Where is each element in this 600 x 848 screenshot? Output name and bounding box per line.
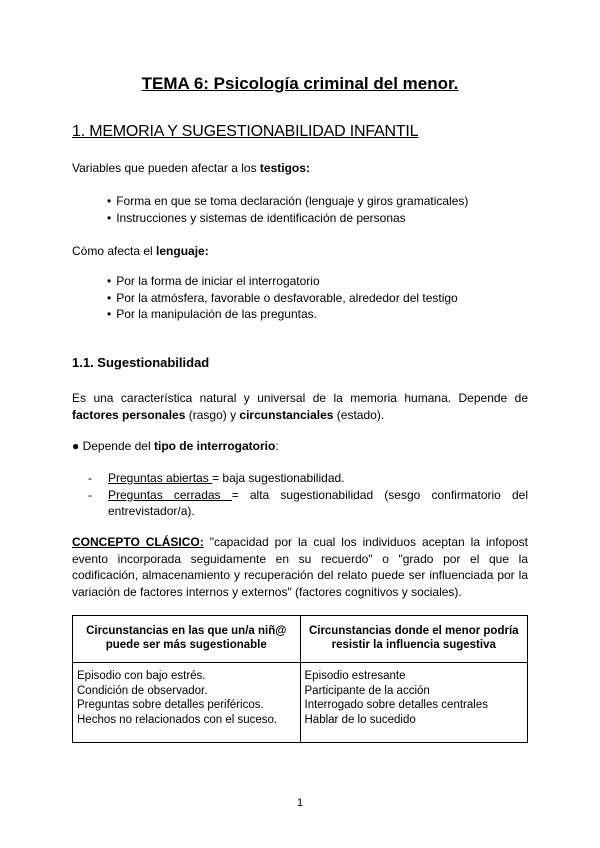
cell-line: Preguntas sobre detalles periféricos.: [77, 699, 264, 711]
table-header-cell: Circunstancias en las que un/a niñ@ puede ser más sugestionable: [73, 616, 301, 663]
variables-intro-bold: testigos:: [259, 161, 310, 175]
table-cell: [73, 663, 301, 743]
cell-line: Episodio con bajo estrés.: [77, 670, 206, 682]
list-item: • Por la forma de iniciar el interrogatorio: [107, 273, 458, 290]
sugestionabilidad-paragraph: [72, 390, 528, 423]
preguntas-list: [88, 470, 528, 520]
page-number: 1: [296, 797, 304, 809]
lenguaje-intro-bold: lenguaje:: [156, 244, 209, 258]
variables-intro: [72, 160, 310, 177]
cell-line: Condición de observador.: [77, 684, 208, 697]
paragraph-bold: circunstanciales: [239, 407, 334, 422]
concepto-label: CONCEPTO CLÁSICO:: [72, 535, 204, 549]
list-item: [88, 470, 528, 487]
section-heading-sugestionabilidad: 1.1. Sugestionabilidad: [72, 355, 210, 370]
table-header-row: [73, 616, 528, 663]
cell-line: Participante de la acción: [304, 684, 430, 697]
cell-line: Episodio estresante: [304, 670, 406, 682]
section-heading-memoria: 1. MEMORIA Y SUGESTIONABILIDAD INFANTIL: [72, 123, 419, 140]
table-row: [73, 663, 528, 743]
depende-text: :: [275, 439, 279, 453]
cell-line: Hablar de lo sucedido: [304, 713, 416, 726]
depende-line: [72, 438, 279, 455]
cell-line: Hechos no relacionados con el suceso.: [77, 713, 278, 726]
list-item: • Por la manipulación de las preguntas.: [107, 306, 458, 323]
list-item-label: Preguntas abiertas: [108, 471, 213, 485]
variables-intro-text: Variables que pueden afectar a los: [72, 161, 260, 175]
list-item: • Por la atmósfera, favorable o desfavorable, alrededor del testigo: [107, 290, 458, 307]
list-item-text: = baja sugestionabilidad.: [212, 471, 345, 485]
paragraph-text: Es una característica natural y universal de la memoria humana. Depende de: [72, 391, 528, 405]
list-item-label: Preguntas cerradas: [108, 487, 232, 502]
table-cell: [300, 663, 528, 743]
variables-list: [107, 193, 468, 226]
concepto-text: "capacidad por la cual los individuos aceptan la infopost evento incorporada seguidamente en su recuerdo" o "grado por el que la codificación, almacenamiento y recuperación del relato puede ser influenciada por la variación de factores internos y externos" (factores cognitivos y sociales).: [72, 535, 528, 599]
list-item: [88, 487, 528, 520]
list-item: • Forma en que se toma declaración (lenguaje y giros gramaticales): [107, 193, 468, 210]
depende-text: Depende del: [79, 439, 154, 453]
lenguaje-list: [107, 273, 458, 323]
list-item: • Instrucciones y sistemas de identificación de personas: [107, 210, 468, 227]
depende-bold: tipo de interrogatorio: [153, 439, 276, 453]
table-header-cell: Circunstancias donde el menor podría resistir la influencia sugestiva: [300, 616, 528, 663]
document-title: TEMA 6: Psicología criminal del menor.: [141, 74, 459, 93]
cell-line: Interrogado sobre detalles centrales: [304, 699, 488, 711]
circunstancias-table: [72, 615, 528, 743]
paragraph-bold: factores personales: [72, 407, 186, 422]
paragraph-text: (rasgo) y: [185, 407, 240, 422]
list-item-text: = alta sugestionabilidad (sesgo confirmatorio del entrevistador/a).: [108, 487, 528, 518]
lenguaje-intro-text: Cómo afecta el: [72, 244, 157, 258]
lenguaje-intro: [72, 243, 209, 260]
concepto-paragraph: [72, 534, 528, 600]
black-circle-bullet: ●: [72, 439, 80, 453]
paragraph-text: (estado).: [333, 407, 385, 422]
